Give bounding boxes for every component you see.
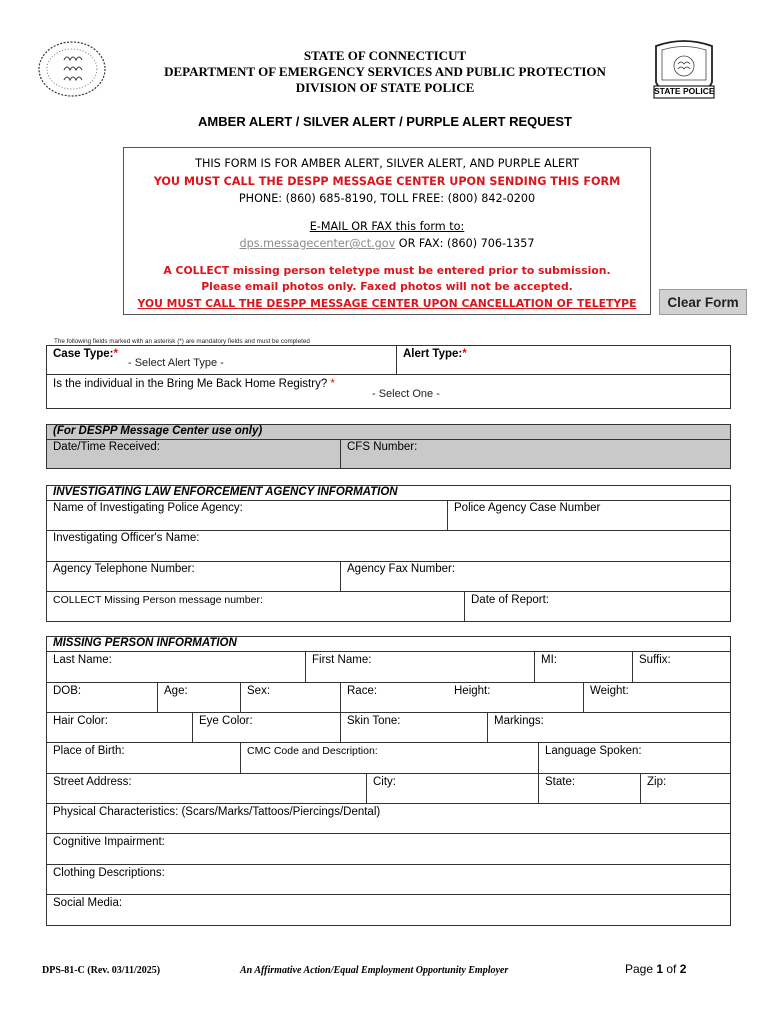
middle-initial-field[interactable]: MI: — [541, 654, 557, 666]
form-number: DPS-81-C (Rev. 03/11/2025) — [42, 965, 161, 976]
date-received-field[interactable]: Date/Time Received: — [53, 441, 160, 453]
instructions-box — [123, 147, 651, 315]
form-title: AMBER ALERT / SILVER ALERT / PURPLE ALERT REQUEST — [198, 114, 572, 129]
eye-color-field[interactable]: Eye Color: — [199, 715, 253, 727]
state-seal-logo — [34, 38, 110, 100]
page-number: Page 1 of 2 — [625, 962, 687, 976]
right-seal-caption: STATE POLICE — [654, 86, 715, 96]
agency-line-department: DEPARTMENT OF EMERGENCY SERVICES AND PUBLIC PROTECTION — [164, 64, 606, 79]
agency-name-field[interactable]: Name of Investigating Police Agency: — [53, 502, 243, 514]
weight-field[interactable]: Weight: — [590, 685, 629, 697]
agency-telephone-field[interactable]: Agency Telephone Number: — [53, 563, 195, 575]
agency-line-state: STATE OF CONNECTICUT — [303, 48, 467, 63]
skin-tone-field[interactable]: Skin Tone: — [347, 715, 401, 727]
notice-call-warning: YOU MUST CALL THE DESPP MESSAGE CENTER UPON SENDING THIS FORM — [153, 175, 621, 188]
cfs-number-field[interactable]: CFS Number: — [347, 441, 418, 453]
state-field[interactable]: State: — [545, 776, 576, 788]
social-media-field[interactable]: Social Media: — [53, 897, 123, 909]
notice-phone: PHONE: (860) 685-8190, TOLL FREE: (800) 842-0200 — [238, 192, 536, 205]
fax-number: OR FAX: (860) 706-1357 — [395, 237, 535, 250]
email-link[interactable]: dps.messagecenter@ct.gov — [239, 237, 396, 250]
city-field[interactable]: City: — [373, 776, 396, 788]
zip-field[interactable]: Zip: — [647, 776, 667, 788]
street-address-field[interactable]: Street Address: — [53, 776, 132, 788]
language-field[interactable]: Language Spoken: — [545, 745, 642, 757]
notice-contact-line — [124, 237, 650, 250]
collect-number-field[interactable]: COLLECT Missing Person message number: — [53, 594, 263, 606]
notice-photos: Please email photos only. Faxed photos will not be accepted. — [201, 280, 573, 293]
place-of-birth-field[interactable]: Place of Birth: — [53, 745, 125, 757]
clear-form-button[interactable]: Clear Form — [659, 289, 747, 315]
dob-field[interactable]: DOB: — [53, 685, 82, 697]
mandatory-note: The following fields marked with an asterisk (*) are mandatory fields and must be completed — [54, 338, 310, 345]
despp-section-title: (For DESPP Message Center use only) — [53, 425, 263, 437]
age-field[interactable]: Age: — [164, 685, 188, 697]
markings-field[interactable]: Markings: — [494, 715, 544, 727]
last-name-field[interactable]: Last Name: — [53, 654, 112, 666]
first-name-field[interactable]: First Name: — [312, 654, 372, 666]
race-field[interactable]: Race: — [347, 685, 378, 697]
eeo-statement: An Affirmative Action/Equal Employment Opportunity Employer — [240, 965, 509, 976]
agency-case-number-field[interactable]: Police Agency Case Number — [454, 502, 601, 514]
sex-field[interactable]: Sex: — [247, 685, 271, 697]
physical-characteristics-field[interactable]: Physical Characteristics: (Scars/Marks/Tattoos/Piercings/Dental) — [53, 806, 381, 818]
notice-purpose: THIS FORM IS FOR AMBER ALERT, SILVER ALERT, AND PURPLE ALERT — [195, 157, 579, 170]
hair-color-field[interactable]: Hair Color: — [53, 715, 108, 727]
report-date-field[interactable]: Date of Report: — [471, 594, 549, 606]
agency-section-title: INVESTIGATING LAW ENFORCEMENT AGENCY INFORMATION — [53, 486, 398, 498]
notice-cancellation: YOU MUST CALL THE DESPP MESSAGE CENTER UPON CANCELLATION OF TELETYPE — [137, 297, 637, 310]
cognitive-impairment-field[interactable]: Cognitive Impairment: — [53, 836, 165, 848]
notice-submit-heading: E-MAIL OR FAX this form to: — [309, 220, 465, 233]
cmc-code-field[interactable]: CMC Code and Description: — [247, 745, 378, 757]
missing-person-title: MISSING PERSON INFORMATION — [53, 637, 237, 649]
case-type-select[interactable]: - Select Alert Type - — [128, 357, 224, 369]
notice-collect: A COLLECT missing person teletype must be entered prior to submission. — [163, 264, 611, 277]
suffix-field[interactable]: Suffix: — [639, 654, 671, 666]
alert-type-select[interactable] — [480, 348, 725, 370]
alert-type-label: Alert Type:* — [403, 348, 467, 360]
case-type-label: Case Type:* — [53, 348, 118, 360]
agency-fax-field[interactable]: Agency Fax Number: — [347, 563, 456, 575]
agency-line-division: DIVISION OF STATE POLICE — [295, 80, 475, 95]
registry-label: Is the individual in the Bring Me Back Home Registry? * — [53, 378, 335, 390]
officer-name-field[interactable]: Investigating Officer's Name: — [53, 532, 200, 544]
registry-select[interactable]: - Select One - — [372, 388, 440, 400]
clothing-description-field[interactable]: Clothing Descriptions: — [53, 867, 165, 879]
height-field[interactable]: Height: — [454, 685, 491, 697]
